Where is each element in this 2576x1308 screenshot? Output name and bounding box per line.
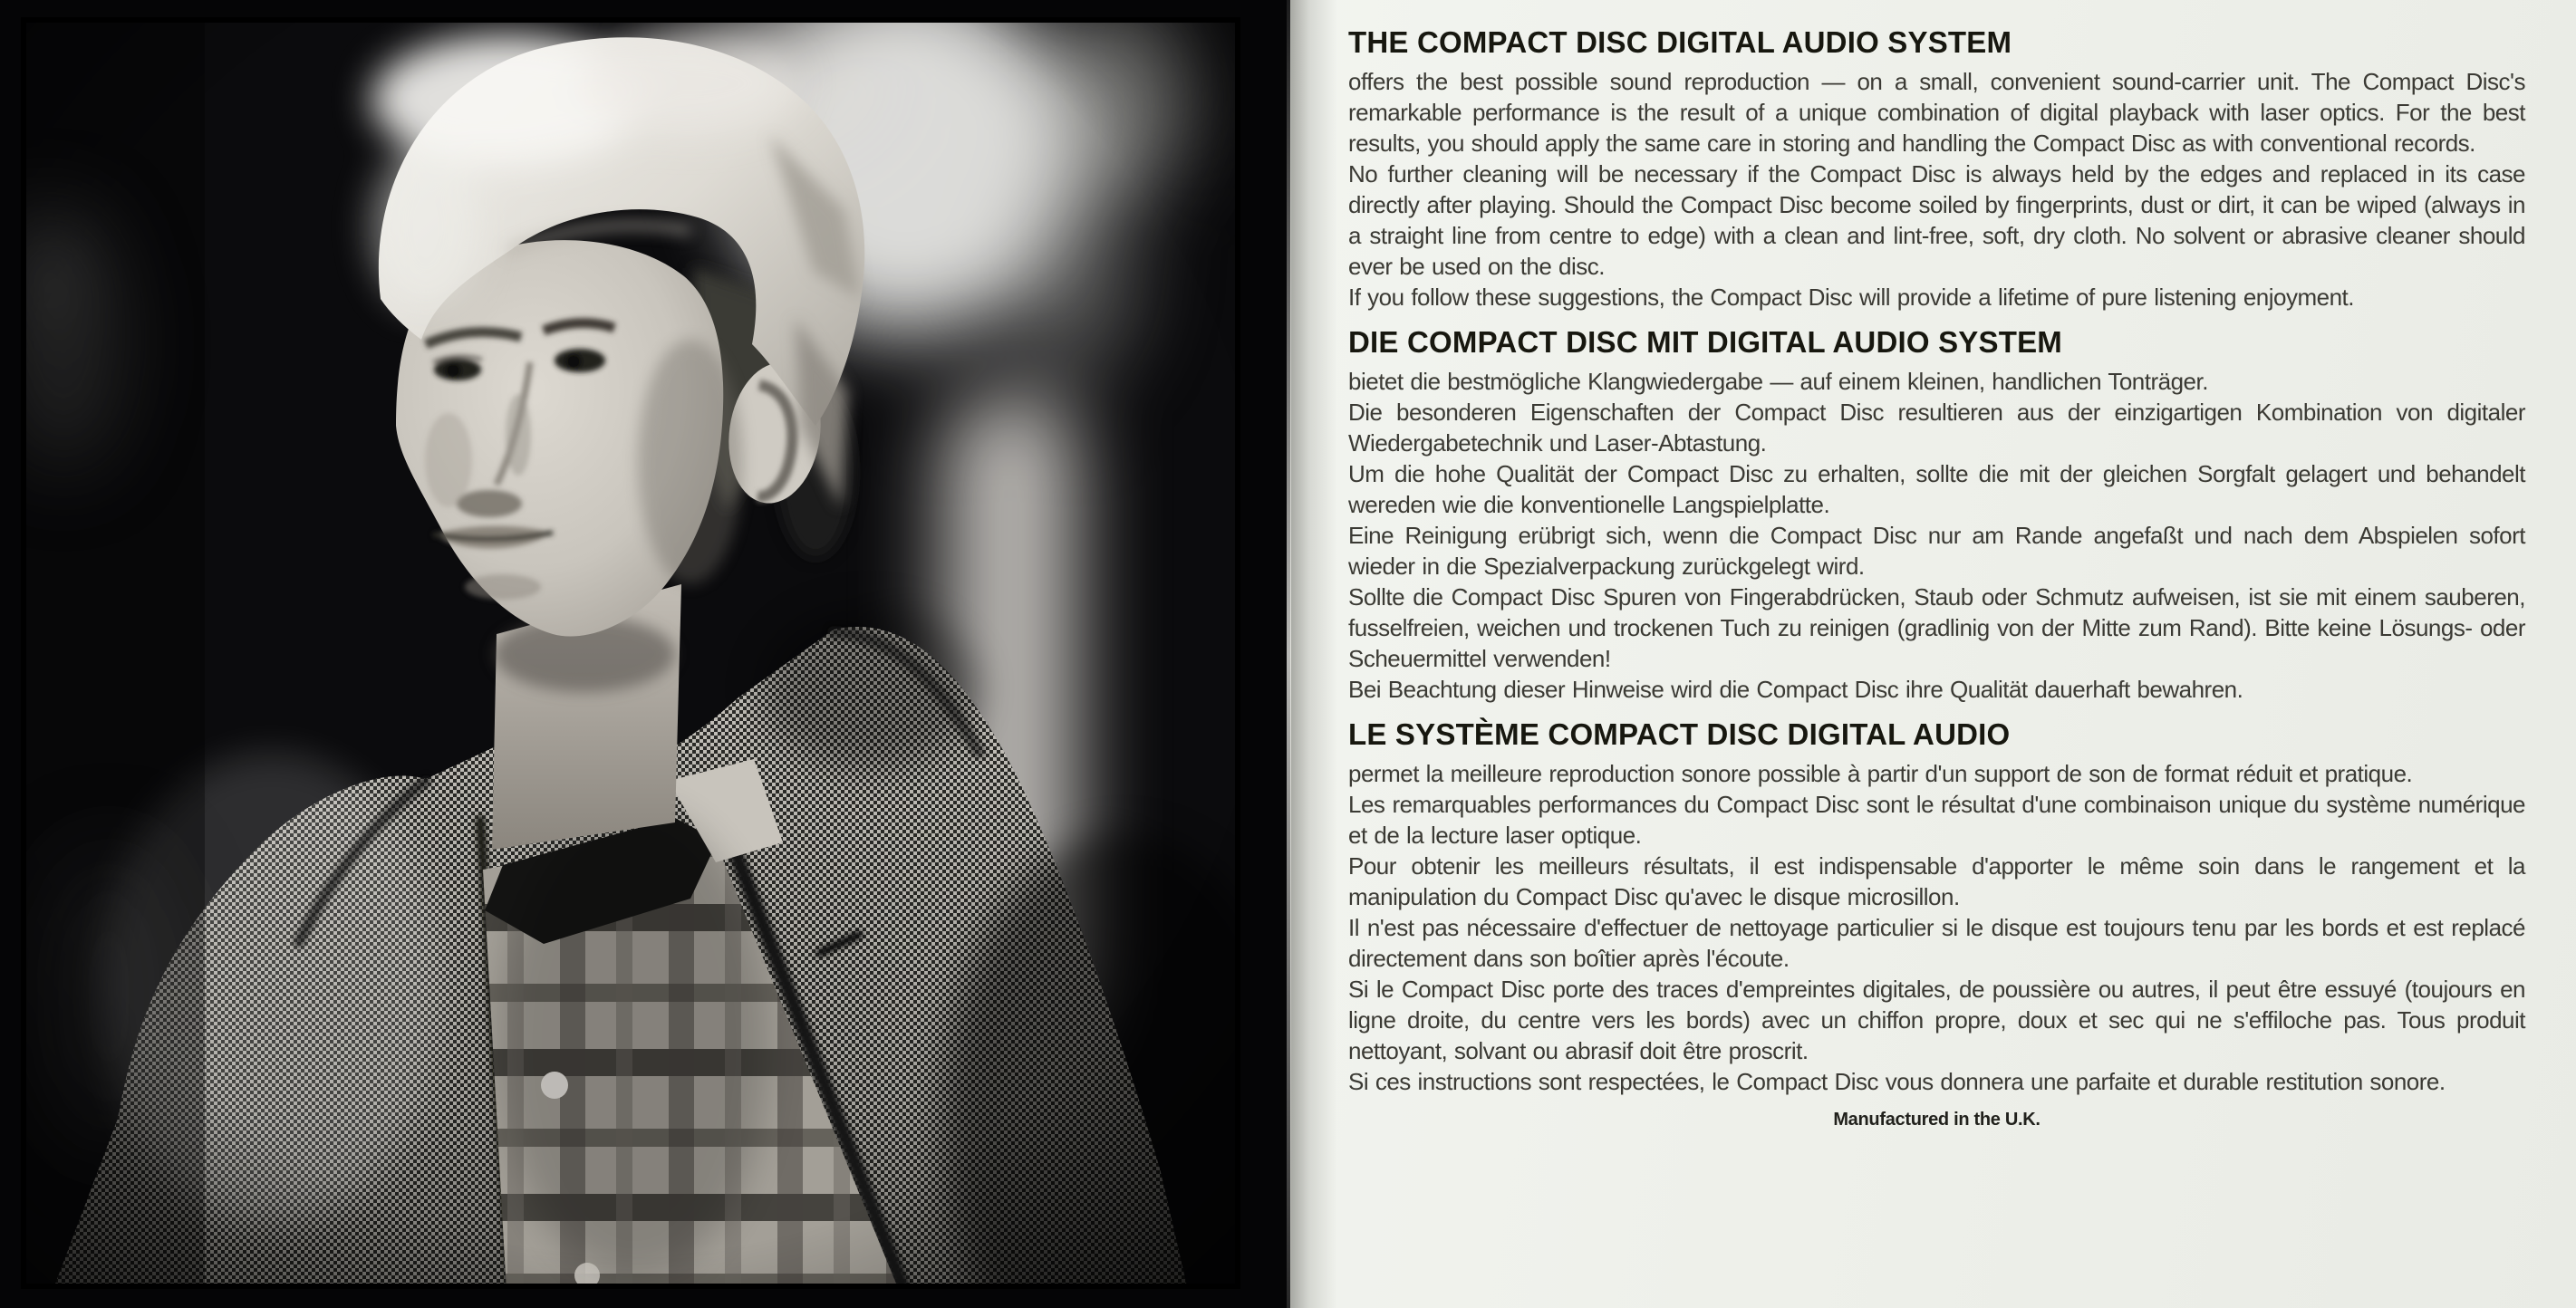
paragraph-german-2: Die besonderen Eigenschaften der Compact Disc resultieren aus der einzigartigen Kombination von digitaler Wiedergabetechnik und Laser-Abtastung. xyxy=(1348,399,2525,457)
section-english xyxy=(1348,25,2525,313)
manufactured-note: Manufactured in the U.K. xyxy=(1833,1110,2041,1130)
heading-french: LE SYSTÈME COMPACT DISC DIGITAL AUDIO xyxy=(1348,717,2011,751)
paragraph-french-4: Il n'est pas nécessaire d'effectuer de nettoyage particulier si le disque est toujours tenu par les bords et est replacé directement dans son boîtier après l'écoute. xyxy=(1348,914,2525,972)
paragraph-german-5: Sollte die Compact Disc Spuren von Fingerabdrücken, Staub oder Schmutz aufweisen, ist sie mit einem sauberen, fusselfreien, weichen und trockenen Tuch zu reinigen (gradlinig von der Mitte zum Rand). Bitte keine Lösungs- oder Scheuermittel verwenden! xyxy=(1348,583,2525,672)
paragraph-english-2: No further cleaning will be necessary if the Compact Disc is always held by the edges and replaced in its case directly after playing. Should the Compact Disc become soiled by fingerprints, dust or dirt, it can be wiped (always in a straight line from centre to edge) with a clean and lint-free, soft, dry cloth. No solvent or abrasive cleaner should ever be used on the disc. xyxy=(1348,160,2525,280)
paragraph-french-1: permet la meilleure reproduction sonore possible à partir d'un support de son de format réduit et pratique. xyxy=(1348,760,2413,787)
right-page-text xyxy=(1290,0,2576,1308)
paragraph-german-4: Eine Reinigung erübrigt sich, wenn die Compact Disc nur am Rande angefaßt und nach dem Abspielen sofort wieder in die Spezialverpackung zurückgelegt wird. xyxy=(1348,522,2525,580)
paragraph-french-6: Si ces instructions sont respectées, le Compact Disc vous donnera une parfaite et durable restitution sonore. xyxy=(1348,1068,2446,1095)
paragraph-english-3: If you follow these suggestions, the Compact Disc will provide a lifetime of pure listening enjoyment. xyxy=(1348,284,2355,311)
section-french xyxy=(1348,717,2525,1097)
section-german xyxy=(1348,325,2525,705)
spine-shadow xyxy=(1290,0,1337,1308)
heading-german: DIE COMPACT DISC MIT DIGITAL AUDIO SYSTEM xyxy=(1348,325,2062,359)
paragraph-french-3: Pour obtenir les meilleurs résultats, il est indispensable d'apporter le même soin dans le rangement et la manipulation du Compact Disc qu'avec le disque microsillon. xyxy=(1348,852,2525,910)
paragraph-french-2: Les remarquables performances du Compact Disc sont le résultat d'une combinaison unique du système numérique et de la lecture laser optique. xyxy=(1348,791,2525,849)
heading-english: THE COMPACT DISC DIGITAL AUDIO SYSTEM xyxy=(1348,25,2012,59)
paragraph-french-5: Si le Compact Disc porte des traces d'empreintes digitales, de poussière ou autres, il peut être essuyé (toujours en ligne droite, du centre vers les bords) avec un chiffon propre, doux et sec qui ne s'effiloche pas. Tous produit nettoyant, solvant ou abrasif doit être proscrit. xyxy=(1348,976,2525,1064)
paragraph-english-1: offers the best possible sound reproduction — on a small, convenient sound-carrier unit. The Compact Disc's remarkable performance is the result of a unique combination of digital playback with laser optics. For the best results, you should apply the same care in storing and handling the Compact Disc as with conventional records. xyxy=(1348,68,2525,157)
paragraph-german-3: Um die hohe Qualität der Compact Disc zu erhalten, sollte die mit der gleichen Sorgfalt gelagert und behandelt wereden wie die konventionelle Langspielplatte. xyxy=(1348,460,2525,518)
paragraph-german-6: Bei Beachtung dieser Hinweise wird die Compact Disc ihre Qualität dauerhaft bewahren. xyxy=(1348,676,2243,703)
paragraph-german-1: bietet die bestmögliche Klangwiedergabe — auf einem kleinen, handlichen Tonträger. xyxy=(1348,368,2208,395)
